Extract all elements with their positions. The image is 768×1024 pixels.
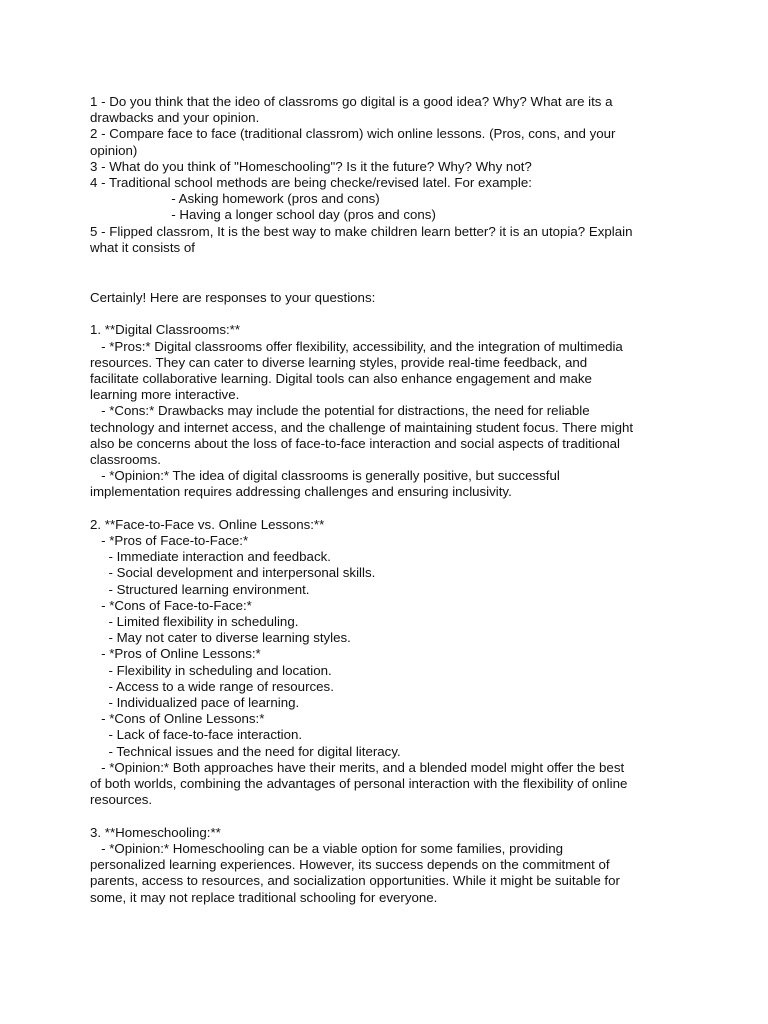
answer-line: - Access to a wide range of resources. <box>90 678 334 694</box>
answer-line: resources. <box>90 792 153 808</box>
question-line: - Having a longer school day (pros and cons) <box>90 207 436 223</box>
question-line: 3 - What do you think of "Homeschooling"? Is it the future? Why? Why not? <box>90 158 532 174</box>
answer-line: - Social development and interpersonal skills. <box>90 565 376 581</box>
question-line: 5 - Flipped classrom, It is the best way to make children learn better? it is an utopia? Explain <box>90 223 633 239</box>
answer-line: - May not cater to diverse learning styles. <box>90 630 351 646</box>
answer-line: - *Pros of Face-to-Face:* <box>90 533 249 549</box>
answer-line: - Individualized pace of learning. <box>90 695 300 711</box>
answer-line: of both worlds, combining the advantages of personal interaction with the flexibility of online <box>90 776 628 792</box>
questions-block <box>90 94 690 256</box>
answer-line: - *Cons:* Drawbacks may include the potential for distractions, the need for reliable <box>90 403 590 419</box>
question-line: opinion) <box>90 142 138 158</box>
answer-line: - *Pros of Online Lessons:* <box>90 646 261 662</box>
answer-line: - Lack of face-to-face interaction. <box>90 727 303 743</box>
answer-line: - *Pros:* Digital classrooms offer flexibility, accessibility, and the integration of multimedia <box>90 338 623 354</box>
answer-line: parents, access to resources, and socialization opportunities. While it might be suitable for <box>90 873 620 889</box>
question-line: 4 - Traditional school methods are being checke/revised latel. For example: <box>90 175 532 191</box>
question-line: drawbacks and your opinion. <box>90 110 260 126</box>
answer-line: implementation requires addressing challenges and ensuring inclusivity. <box>90 484 512 500</box>
answer-line: - Limited flexibility in scheduling. <box>90 614 299 630</box>
answer-line: - *Cons of Online Lessons:* <box>90 711 265 727</box>
answer-line: 1. **Digital Classrooms:** <box>90 322 241 338</box>
answer-line: - *Opinion:* Homeschooling can be a viable option for some families, providing <box>90 840 564 856</box>
answer-line: resources. They can cater to diverse learning styles, provide real-time feedback, and <box>90 354 588 370</box>
answer-line: classrooms. <box>90 452 161 468</box>
answer-line: 2. **Face-to-Face vs. Online Lessons:** <box>90 516 325 532</box>
answers-block <box>90 290 690 906</box>
answer-line: - *Cons of Face-to-Face:* <box>90 597 252 613</box>
question-line: what it consists of <box>90 239 195 255</box>
answer-line: personalized learning experiences. However, its success depends on the commitment of <box>90 857 610 873</box>
answer-line: - Immediate interaction and feedback. <box>90 549 331 565</box>
answer-line <box>90 306 690 322</box>
question-line: - Asking homework (pros and cons) <box>90 191 380 207</box>
answer-line: technology and internet access, and the challenge of maintaining student focus. There might <box>90 419 634 435</box>
answer-line: facilitate collaborative learning. Digital tools can also enhance engagement and make <box>90 371 592 387</box>
answer-line: - *Opinion:* The idea of digital classrooms is generally positive, but successful <box>90 468 560 484</box>
question-line: 1 - Do you think that the ideo of classroms go digital is a good idea? Why? What are its a <box>90 94 613 109</box>
answer-line: also be concerns about the loss of face-to-face interaction and social aspects of traditional <box>90 435 620 451</box>
answer-line: - *Opinion:* Both approaches have their merits, and a blended model might offer the best <box>90 759 625 775</box>
answer-line: 3. **Homeschooling:** <box>90 824 221 840</box>
question-line: 2 - Compare face to face (traditional classrom) wich online lessons. (Pros, cons, and your <box>90 126 616 142</box>
answer-line: Certainly! Here are responses to your questions: <box>90 290 376 305</box>
answer-line: - Technical issues and the need for digital literacy. <box>90 743 401 759</box>
answer-line: learning more interactive. <box>90 387 240 403</box>
answer-line: some, it may not replace traditional schooling for everyone. <box>90 889 438 905</box>
answer-line: - Structured learning environment. <box>90 581 310 597</box>
answer-line <box>90 501 690 517</box>
answer-line <box>90 809 690 825</box>
answer-line: - Flexibility in scheduling and location. <box>90 662 332 678</box>
